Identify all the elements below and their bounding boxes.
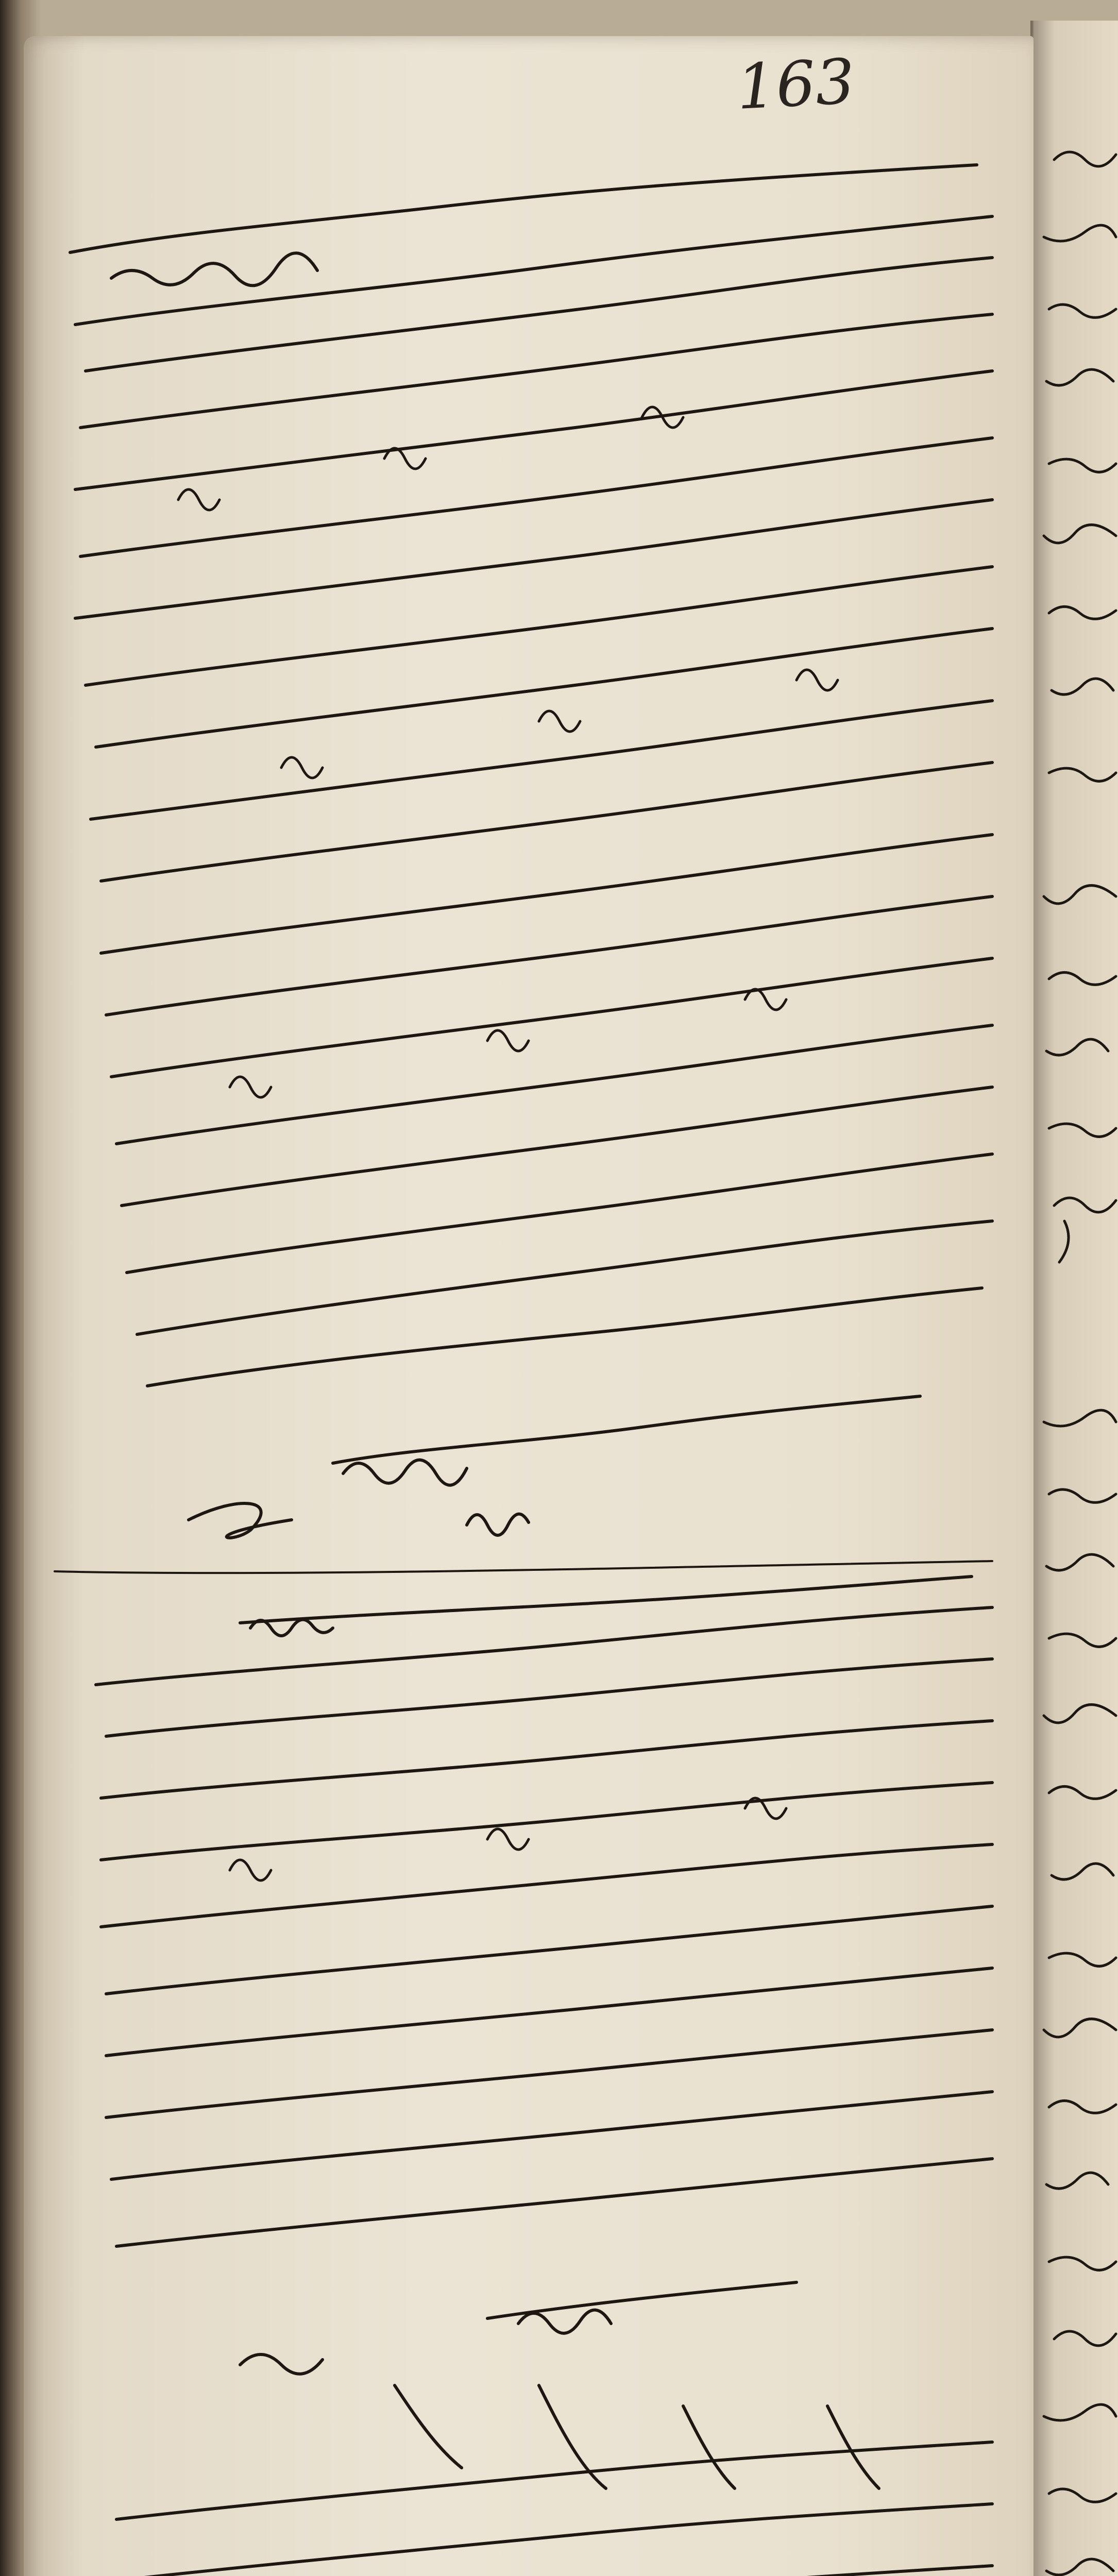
- manuscript-page: [24, 36, 1034, 2576]
- underlying-page: [1034, 21, 1118, 2576]
- handwriting-layer: [24, 36, 1034, 2576]
- entry-2-script: [96, 1607, 992, 2333]
- entry-separator-line: [55, 1561, 992, 1573]
- entry-1-script: [70, 165, 992, 1538]
- underlying-page-script: [1034, 21, 1118, 2576]
- folio-number: 163: [735, 46, 857, 124]
- entry-1-witnesses-script: [240, 1577, 972, 1636]
- script-strokes: [178, 407, 838, 2576]
- entry-2-witnesses-script: [240, 2354, 879, 2488]
